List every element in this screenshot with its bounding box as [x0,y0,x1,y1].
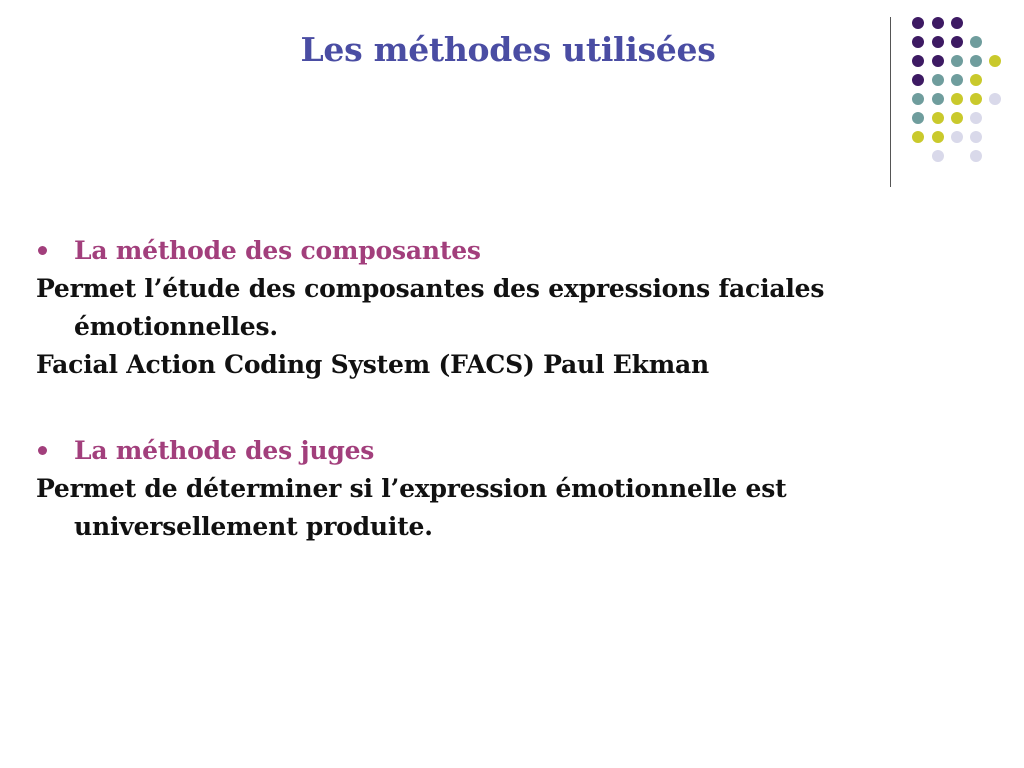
section-heading-composantes [36,232,936,270]
vertical-divider [890,17,891,187]
decor-dot [912,93,924,105]
decor-dot [932,17,944,29]
decor-dot [970,55,982,67]
decor-dot [989,55,1001,67]
decor-dot [970,93,982,105]
section-spacer [36,384,936,432]
decor-dot [932,93,944,105]
decor-dot [989,93,1001,105]
decor-dot [912,131,924,143]
section-heading-juges [36,432,936,470]
decor-dot [951,112,963,124]
decor-dot [951,36,963,48]
decor-dot [932,55,944,67]
decor-dot [951,93,963,105]
decor-dot [912,112,924,124]
decor-dot [970,36,982,48]
decor-dot [951,131,963,143]
decor-dot [912,17,924,29]
decor-dot [932,112,944,124]
decor-dot [912,36,924,48]
decor-dot [970,74,982,86]
paragraph: Permet l’étude des composantes des expressions faciales émotionnelles. [36,274,825,341]
paragraph: Facial Action Coding System (FACS) Paul Ekman [36,350,709,379]
decor-dot [932,131,944,143]
decor-dot [932,74,944,86]
bullet-dot-icon [38,446,47,455]
slide-body [36,232,936,546]
decor-dot [970,131,982,143]
decor-dot [970,150,982,162]
section-heading-text: La méthode des composantes [74,236,481,265]
decor-dot [912,55,924,67]
decor-dot [951,55,963,67]
decor-dot [912,74,924,86]
decor-dot [951,17,963,29]
decor-dot [951,74,963,86]
slide-title: Les méthodes utilisées [300,30,716,69]
bullet-dot-icon [38,246,47,255]
paragraph: Permet de déterminer si l’expression émotionnelle est universellement produite. [36,474,787,541]
decorative-dot-grid [0,0,1024,200]
decor-dot [932,150,944,162]
decor-dot [970,112,982,124]
section-heading-text: La méthode des juges [74,436,375,465]
decor-dot [932,36,944,48]
